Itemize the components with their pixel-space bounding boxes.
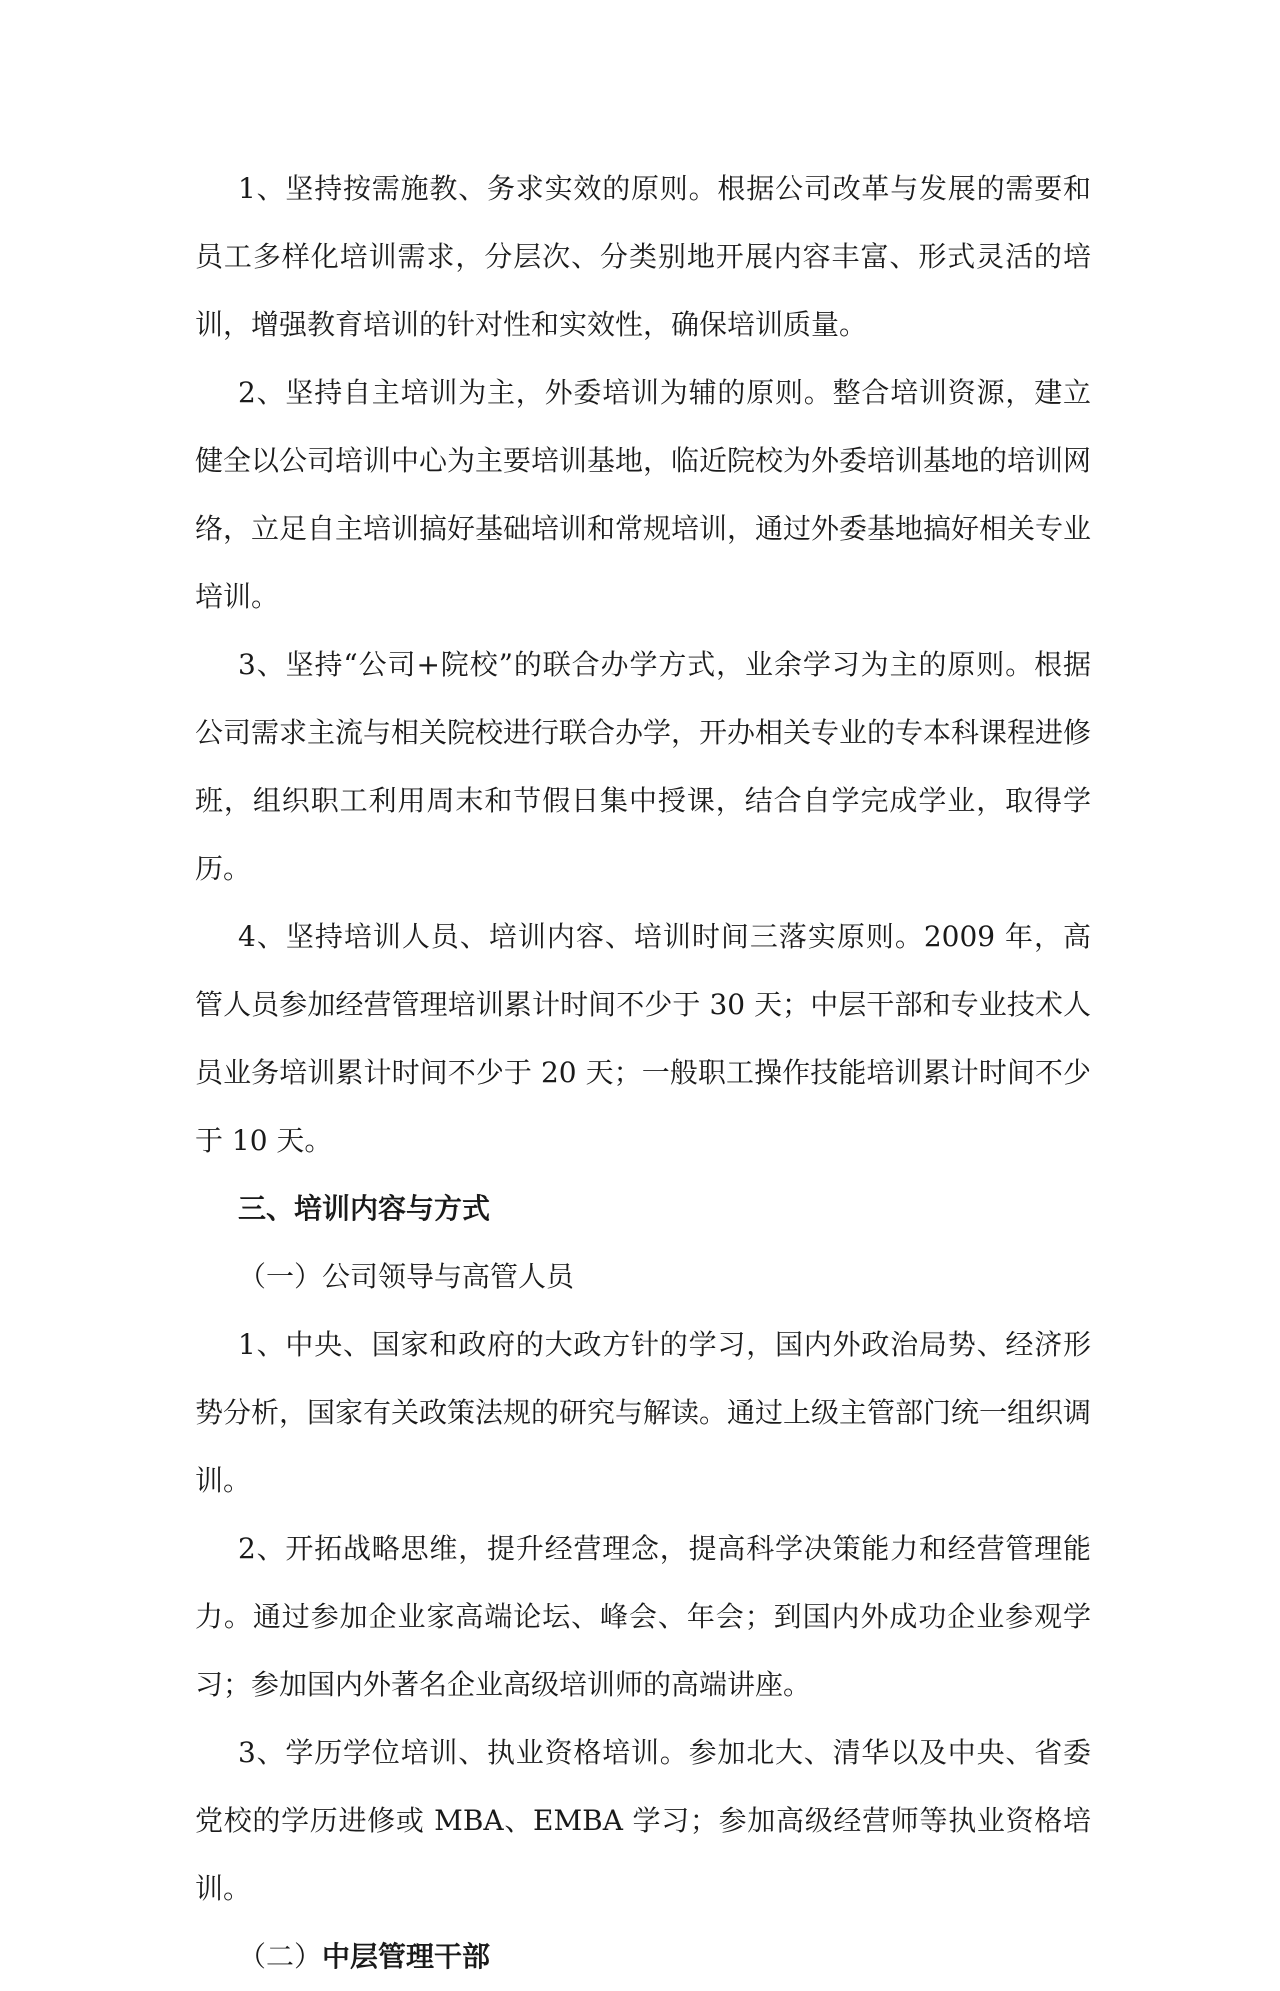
paragraph-leaders-2: 2、开拓战略思维，提升经营理念，提高科学决策能力和经营管理能力。通过参加企业家高端论坛、峰会、年会；到国内外成功企业参观学习；参加国内外著名企业高级培训师的高端讲座。 (195, 1532, 1091, 1701)
document-page (195, 155, 1091, 1991)
paragraph-leaders-3: 3、学历学位培训、执业资格培训。参加北大、清华以及中央、省委党校的学历进修或 MBA、EMBA 学习；参加高级经营师等执业资格培训。 (195, 1736, 1091, 1905)
subsection-heading-1: （一）公司领导与高管人员 (238, 1260, 575, 1293)
subsection-heading-2 (195, 1923, 1091, 1991)
paragraph-principle-2: 2、坚持自主培训为主，外委培训为辅的原则。整合培训资源，建立健全以公司培训中心为主要培训基地，临近院校为外委培训基地的培训网络，立足自主培训搞好基础培训和常规培训，通过外委基地搞好相关专业培训。 (195, 376, 1092, 613)
subsection-prefix: （二） (238, 1940, 323, 1973)
paragraph-principle-3: 3、坚持“公司+院校”的联合办学方式，业余学习为主的原则。根据公司需求主流与相关院校进行联合办学，开办相关专业的专本科课程进修班，组织职工利用周末和节假日集中授课，结合自学完成学业，取得学历。 (195, 648, 1092, 885)
paragraph-principle-4: 4、坚持培训人员、培训内容、培训时间三落实原则。2009 年，高管人员参加经营管理培训累计时间不少于 30 天；中层干部和专业技术人员业务培训累计时间不少于 20 天；一般职工操作技能培训累计时间不少于 10 天。 (195, 920, 1091, 1157)
section-heading: 三、培训内容与方式 (238, 1192, 491, 1225)
paragraph-principle-1: 1、坚持按需施教、务求实效的原则。根据公司改革与发展的需要和员工多样化培训需求，分层次、分类别地开展内容丰富、形式灵活的培训，增强教育培训的针对性和实效性，确保培训质量。 (195, 172, 1091, 341)
subsection-title: 中层管理干部 (322, 1940, 491, 1973)
paragraph-leaders-1: 1、中央、国家和政府的大政方针的学习，国内外政治局势、经济形势分析，国家有关政策法规的研究与解读。通过上级主管部门统一组织调训。 (195, 1328, 1092, 1497)
